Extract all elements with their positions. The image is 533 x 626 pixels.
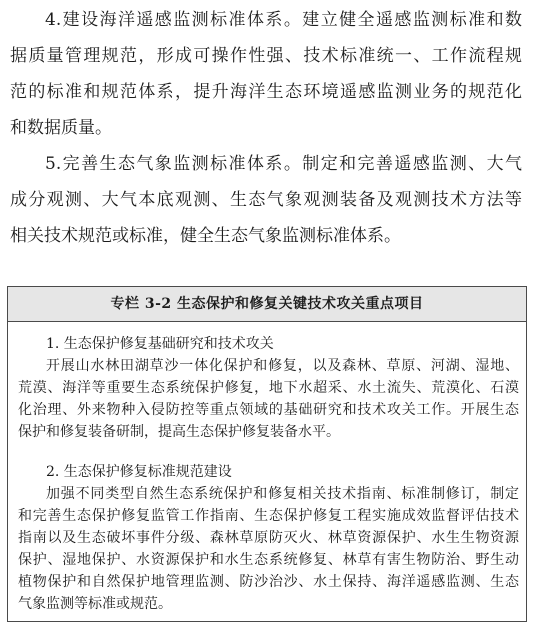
column-box-title: 专栏 3-2 生态保护和修复关键技术攻关重点项目 bbox=[8, 287, 526, 322]
main-text bbox=[10, 2, 522, 254]
paragraph-eco-meteorology bbox=[10, 146, 522, 254]
box-item-line: 加强不同类型自然生态系统保护和修复相关技术指南、标准制修订，制定 bbox=[46, 486, 519, 502]
column-box bbox=[7, 286, 527, 622]
box-item-line: 指南以及生态破坏事件分级、森林草原防灭火、林草资源保护、水生生物资源 bbox=[18, 530, 519, 546]
paragraph-line: 和数据质量。 bbox=[10, 118, 112, 138]
box-item-line: 保护、湿地保护、水资源保护和水生态系统修复、林草有害生物防治、野生动 bbox=[18, 552, 519, 568]
box-item-basic-research bbox=[18, 333, 519, 443]
paragraph-line: 相关技术规范或标准，健全生态气象监测标准体系。 bbox=[10, 226, 401, 246]
box-item-line: 保护和修复装备研制，提高生态保护修复装备水平。 bbox=[18, 424, 340, 440]
box-item-heading: 1. 生态保护修复基础研究和技术攻关 bbox=[46, 336, 274, 352]
paragraph-line: 范的标准和规范体系，提升海洋生态环境遥感监测业务的规范化 bbox=[10, 82, 522, 102]
paragraph-line: 4.建设海洋遥感监测标准体系。建立健全遥感监测标准和数 bbox=[45, 10, 522, 30]
box-item-line: 荒漠、海洋等重要生态系统保护修复，地下水超采、水土流失、荒漠化、石漠 bbox=[18, 380, 519, 396]
column-box-body bbox=[8, 322, 526, 615]
box-item-line: 和完善生态保护修复监管工作指南、生态保护修复工程实施成效监督评估技术 bbox=[18, 508, 519, 524]
paragraph-line: 5.完善生态气象监测标准体系。制定和完善遥感监测、大气 bbox=[45, 154, 522, 174]
paragraph-marine-remote-sensing bbox=[10, 2, 522, 146]
box-item-line: 气象监测等标准或规范。 bbox=[18, 596, 172, 612]
box-item-line: 植物保护和自然保护地管理监测、防沙治沙、水土保持、海洋遥感监测、生态 bbox=[18, 574, 519, 590]
box-item-line: 开展山水林田湖草沙一体化保护和修复，以及森林、草原、河湖、湿地、 bbox=[46, 358, 519, 374]
box-item-heading: 2. 生态保护修复标准规范建设 bbox=[46, 464, 232, 480]
box-item-line: 化治理、外来物种入侵防控等重点领域的基础研究和技术攻关工作。开展生态 bbox=[18, 402, 519, 418]
paragraph-line: 成分观测、大气本底观测、生态气象观测装备及观测技术方法等 bbox=[10, 190, 522, 210]
paragraph-line: 据质量管理规范，形成可操作性强、技术标准统一、工作流程规 bbox=[10, 46, 522, 66]
box-item-standards bbox=[18, 461, 519, 615]
